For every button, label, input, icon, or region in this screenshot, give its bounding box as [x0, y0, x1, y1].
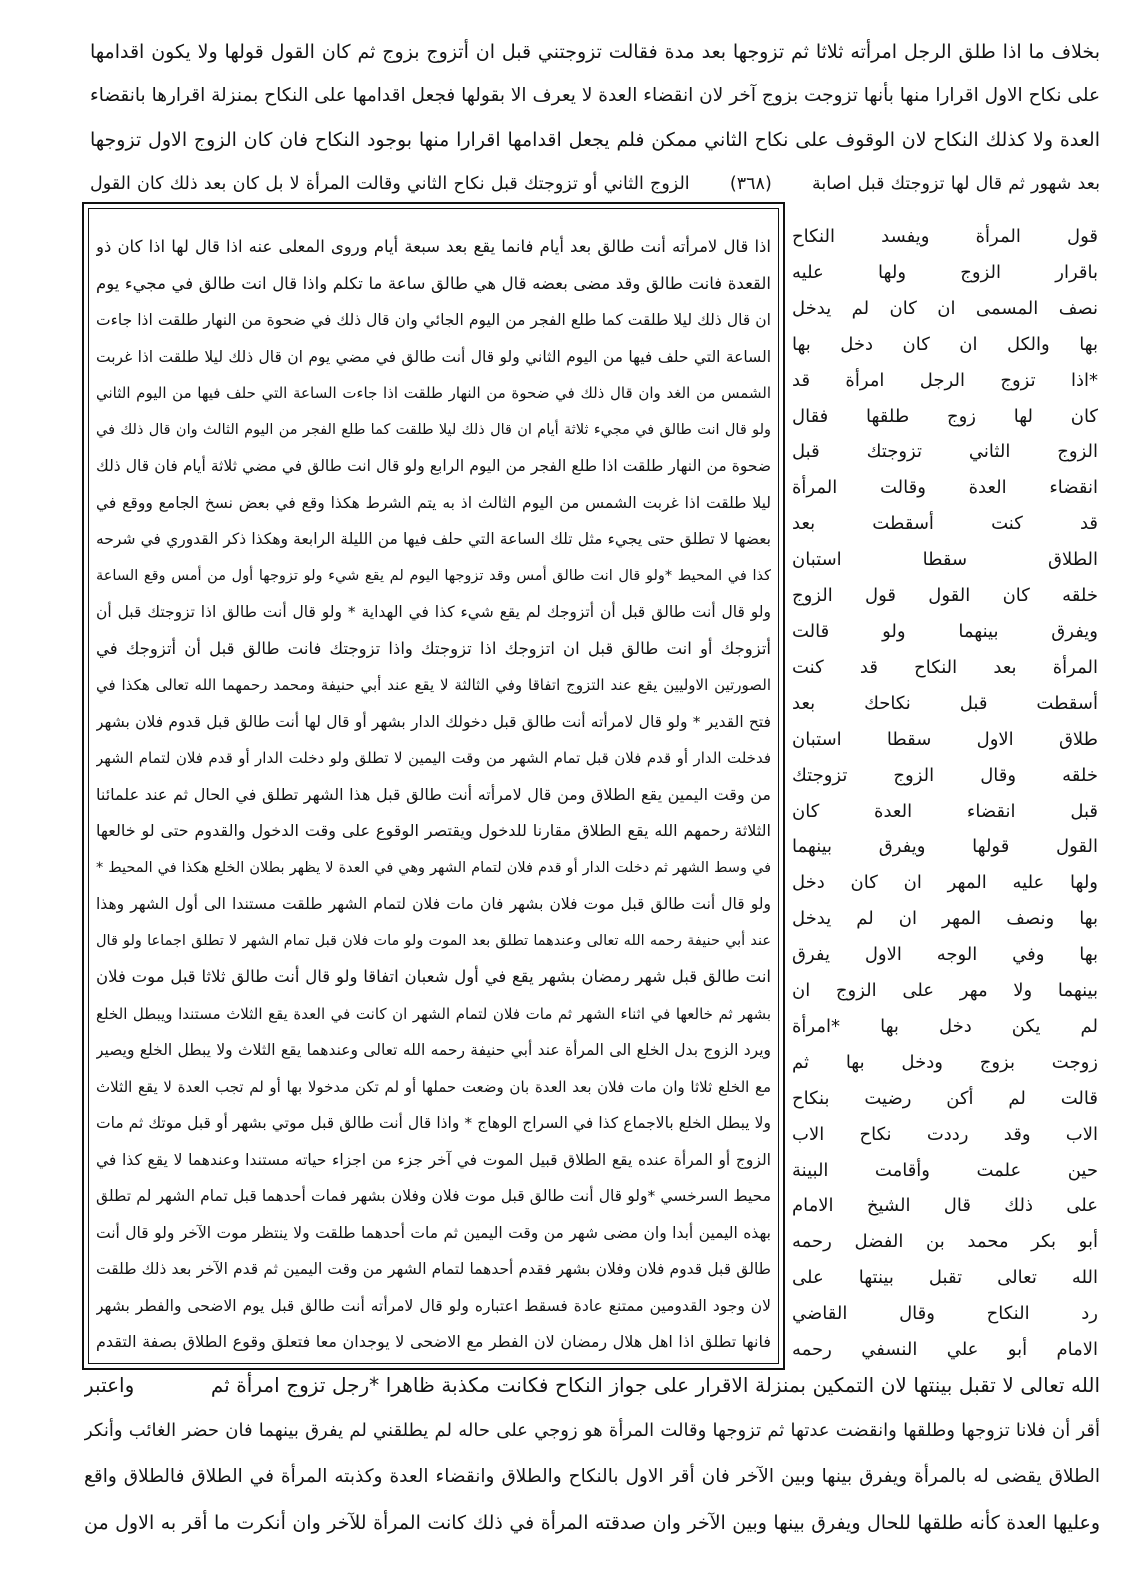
header-line: بخلاف ما اذا طلق الرجل امرأته ثلاثا ثم تزوجها بعد مدة فقالت تزوجتني قبل ان أتزوج بزوج ثم كان القول قولها ولا يكون اقدامها [90, 41, 1100, 63]
margin-note-line: الامام أبو علي النسفي رحمه [792, 1339, 1098, 1361]
margin-note-line: لم يكن دخل بها *امرأة [792, 1015, 1098, 1037]
margin-note-line: الطلاق سقطا استبان [792, 549, 1098, 571]
main-text-line: ولو قال انت طالق في مجيء ثلاثة أيام ان قال ذلك ليلا طلقت كما طلع الفجر من اليوم الثالث وان قال ذلك في [96, 421, 771, 438]
page-number: (٣٦٨) [729, 174, 772, 194]
margin-notes-column [792, 219, 1098, 1368]
main-text-line: ولو قال أنت طالق قبل أن أتزوجك لم يقع شيء كذا في الهداية * ولو قال أنت طالق اذا تزوجتك قبل أن [96, 603, 771, 621]
margin-note-line: حين علمت وأقامت البينة [792, 1159, 1098, 1181]
main-text-line: في وسط الشهر ثم دخلت الدار أو قدم فلان لتمام الشهر وهي في العدة لا يظهر بطلان الخلع هكذا في المحيط * [96, 859, 771, 876]
main-text-line: الشمس من الغد وان قال ذلك في ضحوة من النهار طلقت اذا جاءت الساعة التي حلف فيها من اليوم الثاني [96, 384, 771, 402]
main-text-line: القعدة فانت طالق وقد مضى بعضه قال هي طالق ساعة ما تكلم واذا قال انت طالق في مجيء يوم [96, 273, 771, 293]
main-text-line: لان وجود القدومين ممتنع عادة فسقط اعتباره ولو قال لامرأته أنت طالق قبل يوم الاضحى والفطر بشهر [96, 1296, 771, 1315]
main-text-line: من وقت اليمين يقع الطلاق ومن قال لامرأته أنت طالق قبل هذا الشهر تطلق في الحال ثم عند علمائنا [96, 784, 771, 804]
margin-note-line: أبو بكر محمد بن الفضل رحمه [792, 1231, 1098, 1253]
margin-note-line: بينهما ولا مهر على الزوج ان [792, 980, 1098, 1002]
margin-note-line: خلقه وقال الزوج تزوجتك [792, 764, 1098, 786]
margin-note-line: على ذلك قال الشيخ الامام [792, 1195, 1098, 1217]
main-text-line: كذا في المحيط *ولو قال انت طالق أمس وقد تزوجها اليوم لم يقع شيء ولو تزوجها أول من أمس وقع الساعة [96, 567, 771, 584]
main-text-line: الساعة التي حلف فيها من اليوم الثاني ولو قال أنت طالق في مضي يوم ان قال ذلك ليلا طلقت اذا غربت [96, 347, 771, 366]
margin-note-line: الزوج الثاني تزوجتك قبل [792, 441, 1098, 463]
footer-line [84, 1362, 1100, 1408]
margin-note-line: قد كنت أسقطت بعد [792, 513, 1098, 535]
margin-note-line: قالت لم أكن رضيت بنكاح [792, 1087, 1098, 1109]
margin-note-line: بها ونصف المهر ان لم يدخل [792, 908, 1098, 930]
main-text-line: الثلاثة رحمهم الله يقع الطلاق مقارنا للدخول ويقتصر الوقوع على وقت الدخول والقدوم حتى لو خالعها [96, 821, 771, 840]
margin-note-line: القول قولها ويفرق بينهما [792, 836, 1098, 858]
main-text-box [82, 202, 785, 1370]
main-text-line: محيط السرخسي *ولو قال أنت طالق قبل موت فلان وفلان بشهر فمات أحدهما قبل تمام الشهر لم تطلق [96, 1187, 771, 1205]
main-text-line: الصورتين الاوليين يقع عند التزوج اتفاقا وفي الثالثة لا يقع عند أبي حنيفة ومحمد رحمهما الله تعالى هكذا في [96, 676, 771, 694]
margin-note-line: قول المرأة ويفسد النكاح [792, 226, 1098, 247]
margin-note-line: زوجت بزوج ودخل بها ثم [792, 1051, 1098, 1073]
main-text-line: بشهر ثم خالعها في اثناء الشهر ثم مات فلان لتمام الشهر ان كانت في العدة يقع الثلاث مستندا ويبطل الخلع [96, 1004, 771, 1023]
header-line-left-part: الزوج الثاني أو تزوجتك قبل نكاح الثاني وقالت المرأة لا بل كان بعد ذلك كان القول [90, 174, 690, 194]
margin-note-line: انقضاء العدة وقالت المرأة [792, 477, 1098, 499]
margin-note-line: ويفرق بينهما ولو قالت [792, 620, 1098, 642]
margin-note-line: بها وفي الوجه الاول يفرق [792, 944, 1098, 966]
margin-note-line: الله تعالى تقبل بينتها على [792, 1267, 1098, 1289]
main-text-line: اذا قال لامرأته أنت طالق بعد أيام فانما يقع بعد سبعة أيام وروى المعلى عنه اذا قال لها اذا كان ذو [96, 237, 771, 256]
header-line: العدة ولا كذلك النكاح لان الوقوف على نكاح الثاني ممكن فلم يجعل اقدامها اقرارا منها بوجود النكاح فان كان الزوج الاول تزوجها [90, 129, 1100, 151]
margin-note-line: نصف المسمى ان كان لم يدخل [792, 297, 1098, 319]
main-text-line: بهذه اليمين أبدا وان مضى شهر من وقت اليمين ثم مات أحدهما طلقت ولا ينتظر موت الآخر ولو قال أنت [96, 1223, 771, 1242]
main-text-line: ولا يبطل الخلع بالاجماع كذا في السراج الوهاج * واذا قال أنت طالق قبل موتي بشهر أو قبل موتك ثم مات [96, 1114, 771, 1132]
header-line-with-page-number [90, 162, 1100, 206]
footer-line-end-word: واعتبر [84, 1373, 135, 1397]
main-text-line: ضحوة من النهار طلقت اذا طلع الفجر من اليوم الرابع ولو قال انت طالق في مضي ثلاثة أيام فان قال ذلك [96, 457, 771, 475]
main-text-line: مع الخلع ثلاثا وان مات فلان بعد العدة بان وضعت حملها أو لم تكن مدخولا بها أو لم تجب العدة لا يقع الثلاث [96, 1077, 771, 1096]
main-text-line: انت طالق قبل شهر رمضان بشهر يقع في أول شعبان اتفاقا ولو قال أنت طالق ثلاثا قبل موت فلان [96, 967, 771, 986]
main-text-line: بعضها لا تطلق حتى يجيء مثل تلك الساعة التي حلف فيها من الليلة الرابعة وهكذا ذكر القدوري في شرحه [96, 530, 771, 548]
main-text-line: عند أبي حنيفة رحمه الله تعالى وعندهما تطلق بعد الموت ولو مات فلان قبل تمام الشهر لا تطلق اجماعا ولو قال [96, 932, 771, 949]
margin-note-line: المرأة بعد النكاح قد كنت [792, 656, 1098, 678]
margin-note-line: رد النكاح وقال القاضي [792, 1303, 1098, 1325]
main-text-line: ولو قال أنت طالق قبل موت فلان بشهر فان مات فلان لتمام الشهر طلقت مستندا الى أول الشهر وهذا [96, 895, 771, 913]
footer-line-main-part: الله تعالى لا تقبل بينتها لان التمكين بمنزلة الاقرار على جواز النكاح فكانت مكذبة ظاهرا *رجل تزوج امرأة ثم [210, 1373, 1100, 1397]
main-text-line: ويرد الزوج بدل الخلع الى المرأة عند أبي حنيفة رحمه الله تعالى وعندهما يقع الثلاث ولا يبطل الخلع ويصير [96, 1041, 771, 1059]
header-text-block [90, 30, 1100, 206]
margin-note-line: ولها عليه المهر ان كان دخل [792, 872, 1098, 894]
margin-note-line: أسقطت قبل نكاحك بعد [792, 692, 1098, 714]
margin-note-line: *اذا تزوج الرجل امرأة قد [792, 369, 1098, 391]
main-text-line: أتزوجك أو انت طالق قبل ان اتزوجك اذا تزوجتك واذا تزوجتك فانت طالق قبل أن أتزوجك في [96, 638, 771, 658]
footer-line: الطلاق يقضى له بالمرأة ويفرق بينها وبين الآخر فان أقر الاول بالنكاح والطلاق وانقضاء العدة وكذبته المرأة في الطلاق فالطلاق واقع [84, 1466, 1100, 1487]
header-line-right-part: بعد شهور ثم قال لها تزوجتك قبل اصابة [812, 174, 1100, 194]
margin-note-line: طلاق الاول سقطا استبان [792, 728, 1098, 750]
main-text-line: الزوج أو المرأة عنده يقع الطلاق قبيل الموت في آخر جزء من اجزاء حياته مستندا وعندهما لا يقع كذا في [96, 1150, 771, 1169]
margin-note-line: خلقه كان القول قول الزوج [792, 585, 1098, 607]
margin-note-line: كان لها زوج طلقها فقال [792, 405, 1098, 427]
main-text-line: ليلا طلقت اذا غربت الشمس من اليوم الثالث اذ به يتم الشرط هكذا وقع في بعض نسخ الجامع ووقع في [96, 493, 771, 512]
main-text-line: ان قال ذلك ليلا طلقت كما طلع الفجر من اليوم الجائي وان قال ذلك في ضحوة من النهار طلقت اذا جاءت [96, 311, 771, 329]
footer-line: وعليها العدة كأنه طلقها للحال ويفرق بينها وبين الآخر وان صدقته المرأة في ذلك كانت المرأة للآخر وان أنكرت ما أقر به الاول من [84, 1512, 1100, 1534]
margin-note-line: بها والكل ان كان دخل بها [792, 333, 1098, 355]
margin-note-line: الاب وقد رددت نكاح الاب [792, 1123, 1098, 1145]
header-line: على نكاح الاول اقرارا منها بأنها تزوجت بزوج آخر لان انقضاء العدة لا يعرف الا بقولها فجعل اقدامها على النكاح بمنزلة اقرارها بانقضاء [90, 85, 1100, 106]
main-text-box-inner-frame [88, 208, 779, 1364]
margin-note-line: قبل انقضاء العدة كان [792, 800, 1098, 822]
main-text-line: فدخلت الدار أو قدم فلان قبل تمام الشهر من وقت اليمين لا تطلق ولو دخلت الدار أو قدم فلان لتمام الشهر [96, 749, 771, 767]
main-text-line: فانها تطلق اذا اهل هلال رمضان لان الفطر مع الاضحى لا يوجدان معا فتعلق وقوع الطلاق بصفة التقدم [96, 1332, 771, 1351]
main-text-line: طالق قبل قدوم فلان وفلان بشهر فقدم أحدهما لتمام الشهر من وقت اليمين ثم قدم الآخر بعد ذلك طلقت [96, 1260, 771, 1278]
margin-note-line: باقرار الزوج ولها عليه [792, 261, 1098, 283]
main-text-line: فتح القدير * ولو قال لامرأته أنت طالق قبل دخولك الدار بشهر أو قال لها أنت طالق قبل قدوم فلان بشهر [96, 712, 771, 731]
footer-line: أقر أن فلانا تزوجها وطلقها وانقضت عدتها ثم تزوجها وقالت المرأة هو زوجي على حاله لم يطلقني لم يفرق بينهما فان حضر الغائب وأنكر [84, 1420, 1100, 1441]
footer-text-block [84, 1362, 1100, 1546]
